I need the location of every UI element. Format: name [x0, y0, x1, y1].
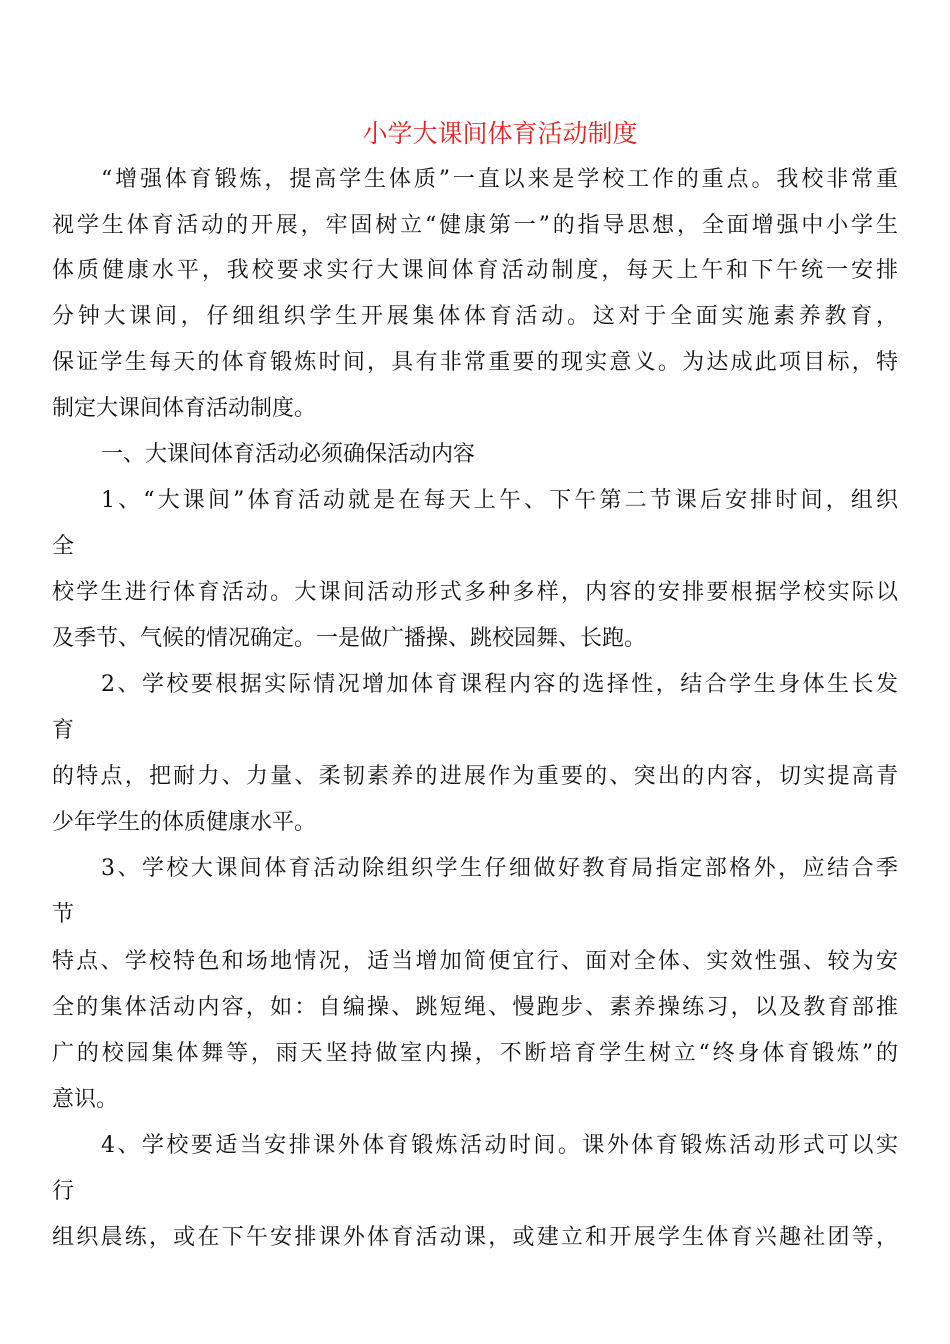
paragraph-line: 的特点，把耐力、力量、柔韧素养的进展作为重要的、突出的内容，切实提高青 — [52, 764, 898, 789]
paragraph-line: 全的集体活动内容，如：自编操、跳短绳、慢跑步、素养操练习，以及教育部推 — [52, 995, 898, 1020]
paragraph-line: 全 — [52, 534, 75, 559]
paragraph-line: 特点、学校特色和场地情况，适当增加简便宜行、面对全体、实效性强、较为安 — [52, 949, 898, 974]
paragraph-line: 保证学生每天的体育锻炼时间，具有非常重要的现实意义。为达成此项目标，特 — [52, 350, 898, 375]
paragraph-line: 广的校园集体舞等，雨天坚持做室内操，不断培育学生树立“终身体育锻炼”的 — [52, 1041, 898, 1066]
paragraph-line: 育 — [52, 718, 75, 743]
paragraph-line: 少年学生的体质健康水平。 — [52, 810, 317, 835]
paragraph-line: 4、学校要适当安排课外体育锻炼活动时间。课外体育锻炼活动形式可以实 — [101, 1133, 898, 1158]
paragraph-line: 意识。 — [52, 1087, 119, 1112]
paragraph-line: 1、“大课间”体育活动就是在每天上午、下午第二节课后安排时间，组织 — [101, 488, 898, 513]
paragraph-line: 节 — [52, 902, 75, 927]
paragraph-line: 制定大课间体育活动制度。 — [52, 396, 317, 421]
section-heading: 一、大课间体育活动必须确保活动内容 — [101, 442, 476, 467]
paragraph-line: 及季节、气候的情况确定。一是做广播操、跳校园舞、长跑。 — [52, 626, 647, 651]
paragraph-line: 2、学校要根据实际情况增加体育课程内容的选择性，结合学生身体生长发 — [101, 672, 898, 697]
paragraph-line: 视学生体育活动的开展，牢固树立“健康第一”的指导思想，全面增强中小学生 — [52, 213, 898, 238]
document-title: 小学大课间体育活动制度 — [362, 119, 638, 148]
paragraph-line: 3、学校大课间体育活动除组织学生仔细做好教育局指定部格外，应结合季 — [101, 856, 898, 881]
paragraph-line: 体质健康水平，我校要求实行大课间体育活动制度，每天上午和下午统一安排 — [52, 258, 898, 283]
paragraph-line: “增强体育锻炼，提高学生体质”一直以来是学校工作的重点。我校非常重 — [101, 167, 898, 192]
paragraph-line: 校学生进行体育活动。大课间活动形式多种多样，内容的安排要根据学校实际以 — [52, 580, 898, 605]
paragraph-line: 行 — [52, 1179, 75, 1204]
paragraph-line: 组织晨练，或在下午安排课外体育活动课，或建立和开展学生体育兴趣社团等， — [52, 1225, 898, 1250]
paragraph-line: 分钟大课间，仔细组织学生开展集体体育活动。这对于全面实施素养教育， — [52, 304, 898, 329]
